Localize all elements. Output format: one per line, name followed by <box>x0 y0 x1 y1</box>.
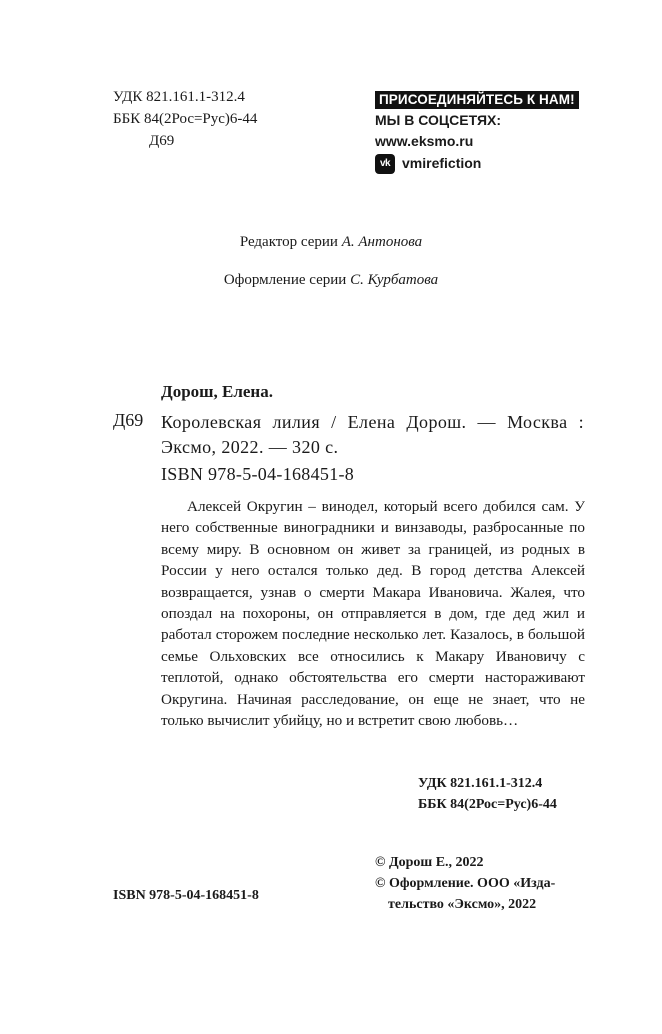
editor-name: А. Антонова <box>341 234 423 250</box>
social-label: МЫ В СОЦСЕТЯХ: <box>375 112 502 128</box>
design-name: С. Курбатова <box>350 272 439 288</box>
copyright-author: © Дорош Е., 2022 <box>375 855 484 870</box>
udk-code: УДК 821.161.1-312.4 <box>113 89 245 105</box>
bottom-udk: УДК 821.161.1-312.4 <box>418 776 543 791</box>
copyright-design-line1: © Оформление. ООО «Изда- <box>375 876 556 891</box>
vk-link[interactable] <box>375 153 579 174</box>
copyright-block <box>375 852 555 915</box>
bib-cipher: Д69 <box>113 410 144 430</box>
editor-label: Редактор серии <box>239 234 338 250</box>
classification-codes <box>113 86 257 152</box>
bottom-bbk: ББК 84(2Рос=Рус)6-44 <box>418 797 557 812</box>
bib-isbn: ISBN 978-5-04-168451-8 <box>161 464 355 484</box>
series-editor-credit <box>0 234 662 251</box>
book-annotation: Алексей Округин – винодел, который всего добился сам. У него собственные виноградники и винзаводы, разбросанные по всему миру. В основном он живет за границей, из родных в России у него остался только дед. В город детства Алексей возвращается, узнав о смерти Макара Ивановича. Жалея, что опоздал на похороны, он отправляется в дом, где дед жил и работал сторожем последние несколько лет. Казалось, в большой семье Ольховских все относились к Макару Ивановичу с теплотой, однако обстоятельства его смерти насторaживают Округина. Начиная расследование, он еще не знает, что не только вычислит убийцу, но и встретит свою любовь… <box>161 498 585 730</box>
join-banner: ПРИСОЕДИНЯЙТЕСЬ К НАМ! <box>375 91 579 109</box>
bib-description: Королевская лилия / Елена Дорош. — Москва : Эксмо, 2022. — 320 с. <box>161 412 584 457</box>
copyright-design-line2: тельство «Эксмо», 2022 <box>388 897 537 912</box>
footer-isbn: ISBN 978-5-04-168451-8 <box>113 888 259 903</box>
bottom-classification-codes <box>418 773 557 815</box>
vk-icon: vk <box>375 154 395 174</box>
series-design-credit <box>0 272 662 289</box>
website-link[interactable]: www.eksmo.ru <box>375 133 474 149</box>
bbk-code: ББК 84(2Рос=Рус)6-44 <box>113 111 258 127</box>
design-label: Оформление серии <box>223 272 347 288</box>
social-promo <box>375 89 579 174</box>
author-sign: Д69 <box>149 133 175 149</box>
vk-handle: vmirefiction <box>402 155 482 171</box>
bib-author: Дорош, Елена. <box>161 382 273 401</box>
